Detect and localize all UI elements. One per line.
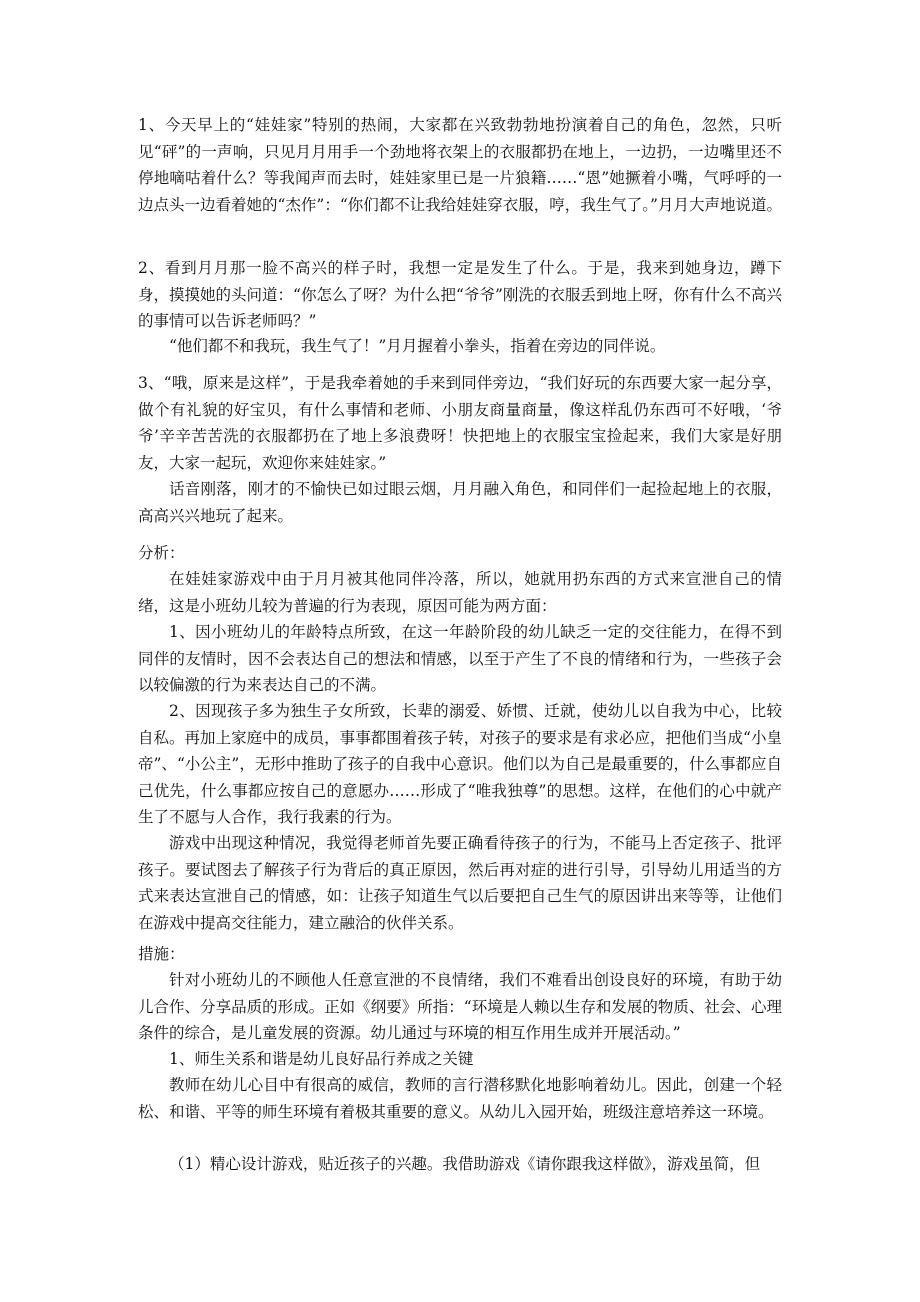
story-paragraph-1: 1、今天早上的“娃娃家”特别的热闹，大家都在兴致勃勃地扮演着自己的角色，忽然，只听见“砰”的一声响，只见月月用手一个劲地将衣架上的衣服都扔在地上，一边扔，一边嘴里还不停地嘀咕着什么？等我闻声而去时，娃娃家里已是一片狼籍……“恩”她撅着小嘴，气呼呼的一边点头一边看着她的“杰作”：“你们都不让我给娃娃穿衣服，哼，我生气了。”月月大声地说道。: [138, 116, 782, 214]
child-quote-paragraph: “他们都不和我玩，我生气了！”月月握着小拳头，指着在旁边的同伴说。: [169, 337, 666, 355]
analysis-heading: 分析：: [138, 544, 185, 562]
measure-1-heading: 1、师生关系和谐是幼儿良好品行养成之关键: [169, 1050, 474, 1068]
measure-1-paragraph: 教师在幼儿心目中有很高的威信，教师的言行潜移默化地影响着幼儿。因此，创建一个轻松、和谐、平等的师生环境有着极其重要的意义。从幼儿入园开始，班级注意培养这一环境。: [138, 1076, 782, 1121]
analysis-conclusion-paragraph: 游戏中出现这种情况，我觉得老师首先要正确看待孩子的行为，不能马上否定孩子、批评孩子。要试图去了解孩子行为背后的真正原因，然后再对症的进行引导，引导幼儿用适当的方式来表达宣泄自己的情感，如：让孩子知道生气以后要把自己生气的原因讲出来等等，让他们在游戏中提高交往能力，建立融洽的伙伴关系。: [138, 834, 782, 932]
measure-1-item-1: （1）精心设计游戏，贴近孩子的兴趣。我借助游戏《请你跟我这样做》，游戏虽简，但: [169, 1155, 761, 1173]
story-paragraph-2: 2、看到月月那一脸不高兴的样子时，我想一定是发生了什么。于是，我来到她身边，蹲下身，摸摸她的头问道：“你怎么了呀？为什么把“爷爷”刚洗的衣服丢到地上呀，你有什么不高兴的事情可以告诉老师吗？”: [138, 259, 782, 330]
analysis-point-1: 1、因小班幼儿的年龄特点所致，在这一年龄阶段的幼儿缺乏一定的交往能力，在得不到同伴的友情时，因不会表达自己的想法和情感，以至于产生了不良的情绪和行为，一些孩子会以较偏激的行为来表达自己的不满。: [138, 623, 782, 694]
measures-heading: 措施：: [138, 945, 185, 963]
measures-intro-paragraph: 针对小班幼儿的不顾他人任意宣泄的不良情绪，我们不难看出创设良好的环境，有助于幼儿合作、分享品质的形成。正如《纲要》所指：“环境是人赖以生存和发展的物质、社会、心理条件的综合，是儿童发展的资源。幼儿通过与环境的相互作用生成并开展活动。”: [138, 971, 782, 1042]
analysis-intro-paragraph: 在娃娃家游戏中由于月月被其他同伴冷落，所以，她就用扔东西的方式来宣泄自己的情绪，这是小班幼儿较为普遍的行为表现，原因可能为两方面：: [138, 570, 782, 615]
story-paragraph-3: 3、“哦，原来是这样”，于是我牵着她的手来到同伴旁边，“我们好玩的东西要大家一起分享，做个有礼貌的好宝贝，有什么事情和老师、小朋友商量商量，像这样乱仍东西可不好哦，‘爷爷’辛辛苦苦洗的衣服都扔在了地上多浪费呀！快把地上的衣服宝宝捡起来，我们大家是好朋友，大家一起玩，欢迎你来娃娃家。”: [138, 374, 782, 472]
story-resolution-paragraph: 话音刚落，刚才的不愉快已如过眼云烟，月月融入角色，和同伴们一起捡起地上的衣服，高高兴兴地玩了起来。: [138, 480, 782, 525]
analysis-point-2: 2、因现孩子多为独生子女所致，长辈的溺爱、娇惯、迁就，使幼儿以自我为中心，比较自私。再加上家庭中的成员，事事都围着孩子转，对孩子的要求是有求必应，把他们当成“小皇帝”、“小公主”，无形中推助了孩子的自我中心意识。他们以为自己是最重要的，什么事都应自己优先，什么事都应按自己的意愿办……形成了“唯我独尊”的思想。这样，在他们的心中就产生了不愿与人合作，我行我素的行为。: [138, 702, 782, 826]
